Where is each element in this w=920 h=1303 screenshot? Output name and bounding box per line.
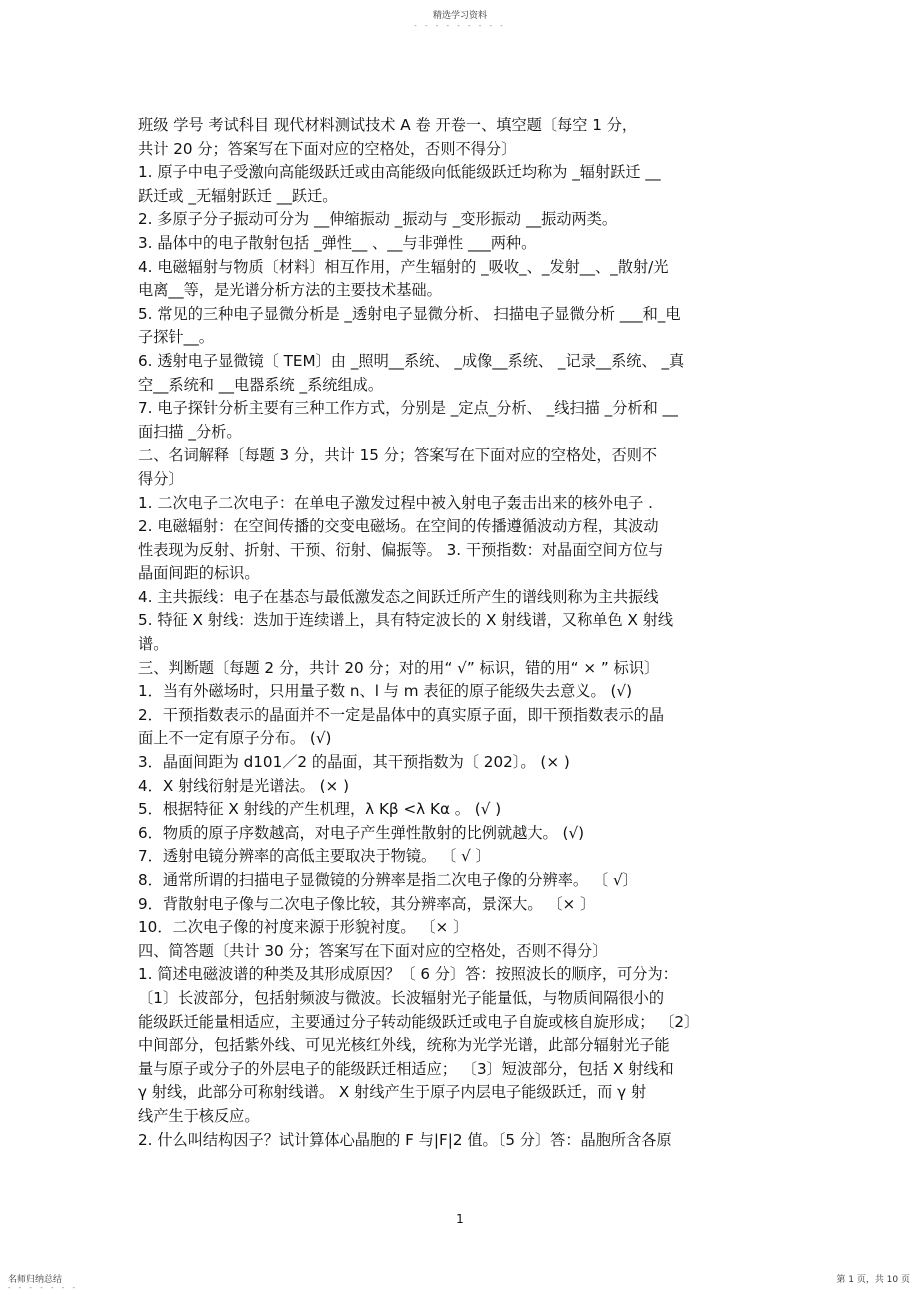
text-line: 线产生于核反应。 <box>138 1106 260 1125</box>
text-line: 得分〕 <box>138 469 184 488</box>
text-line: 2．干预指数表示的晶面并不一定是晶体中的真实原子面，即干预指数表示的晶 <box>138 705 665 724</box>
text-line: 4. 主共振线：电子在基态与最低激发态之间跃迁所产生的谱线则称为主共振线 <box>138 587 659 606</box>
text-line: 班级 学号 考试科目 现代材料测试技术 A 卷 开卷一、填空题〔每空 1 分， <box>138 116 638 134</box>
text-line: 晶面间距的标识。 <box>138 564 260 583</box>
text-line: 四、简答题〔共计 30 分；答案写在下面对应的空格处，否则不得分〕 <box>138 941 608 960</box>
text-line: 三、判断题〔每题 2 分，共计 20 分；对的用“ √” 标识，错的用“ × ” 标识〕 <box>138 658 660 677</box>
text-line: 4. 电磁辐射与物质〔材料〕相互作用，产生辐射的 _吸收_、_发射__、_散射/光 <box>138 257 669 276</box>
text-line: 8．通常所谓的扫描电子显微镜的分辨率是指二次电子像的分辨率。 〔 √〕 <box>138 871 638 889</box>
text-line: 量与原子或分子的外层电子的能级跃迁相适应； 〔3〕短波部分，包括 X 射线和 <box>138 1059 674 1078</box>
text-line: 面上不一定有原子分布。 (√) <box>138 729 332 748</box>
text-line: 谱。 <box>138 635 169 654</box>
document-body <box>138 114 786 1152</box>
footer-page-count: 第 1 页，共 10 页 <box>836 1275 910 1285</box>
text-line: 中间部分，包括紫外线、可见光核红外线，统称为光学光谱，此部分辐射光子能 <box>138 1036 670 1055</box>
text-line: 3. 晶体中的电子散射包括 _弹性__ 、__与非弹性 ___两种。 <box>138 233 537 252</box>
text-line: 〔1〕长波部分，包括射频波与微波。长波辐射光子能量低，与物质间隔很小的 <box>138 988 665 1007</box>
text-line: 6. 透射电子显微镜〔 TEM〕由 _照明__系统、 _成像__系统、 _记录__系统、 _真 <box>138 351 685 370</box>
text-line: 面扫描 _分析。 <box>138 422 242 441</box>
text-line: 1. 简述电磁波谱的种类及其形成原因？〔 6 分〕答：按照波长的顺序，可分为： <box>138 965 678 984</box>
text-line: 7．透射电镜分辨率的高低主要取决于物镜。 〔 √ 〕 <box>138 847 491 866</box>
text-line: γ 射线，此部分可称射线谱。 X 射线产生于原子内层电子能级跃迁，而 γ 射 <box>138 1083 647 1102</box>
text-line: 9．背散射电子像与二次电子像比较，其分辨率高，景深大。 〔× 〕 <box>138 894 596 913</box>
text-line: 跃迁或 _无辐射跃迁 __跃迁。 <box>138 186 338 205</box>
text-line: 10．二次电子像的衬度来源于形貌衬度。 〔× 〕 <box>138 918 469 937</box>
text-line: 4．X 射线衍射是光谱法。 (× ) <box>138 776 350 795</box>
text-line: 共计 20 分；答案写在下面对应的空格处，否则不得分〕 <box>138 139 517 158</box>
footer-label: 名师归纳总结 <box>8 1275 63 1285</box>
text-line: 电离__等，是光谱分析方法的主要技术基础。 <box>138 281 442 300</box>
text-line: 5．根据特征 X 射线的产生机理，λ Kβ <λ Kα 。 (√ ) <box>138 800 502 819</box>
text-line: 5. 常见的三种电子显微分析是 _透射电子显微分析、 扫描电子显微分析 ___和_电 <box>138 304 681 323</box>
text-line: 2. 电磁辐射：在空间传播的交变电磁场。在空间的传播遵循波动方程，其波动 <box>138 517 659 536</box>
text-line: 1. 二次电子二次电子：在单电子激发过程中被入射电子轰击出来的核外电子 . <box>138 493 653 512</box>
page-header-title: 精选学习资料 <box>432 11 487 21</box>
text-line: 空__系统和 __电器系统 _系统组成。 <box>138 375 384 394</box>
text-line: 3．晶面间距为 d101／2 的晶面，其干预指数为〔 202〕。 (× ) <box>138 753 570 772</box>
text-line: 1．当有外磁场时，只用量子数 n、l 与 m 表征的原子能级失去意义。 (√) <box>138 682 633 701</box>
text-line: 2. 什么叫结构因子？试计算体心晶胞的 F 与|F|2 值。〔5 分〕答：晶胞所含各原 <box>138 1130 672 1149</box>
text-line: 2. 多原子分子振动可分为 __伸缩振动 _振动与 _变形振动 __振动两类。 <box>138 210 618 229</box>
text-line: 二、名词解释〔每题 3 分，共计 15 分；答案写在下面对应的空格处，否则不 <box>138 446 658 465</box>
text-line: 能级跃迁能量相适应，主要通过分子转动能级跃迁或电子自旋或核自旋形成； 〔2〕 <box>138 1012 700 1031</box>
footer-dots: - - - - - - - <box>8 1284 79 1292</box>
text-line: 1. 原子中电子受激向高能级跃迁或由高能级向低能级跃迁均称为 _辐射跃迁 __ <box>138 163 661 182</box>
page-header-dots: - - - - - - - - - <box>414 22 506 30</box>
text-line: 7. 电子探针分析主要有三种工作方式，分别是 _定点_分析、 _线扫描 _分析和 __ <box>138 399 678 418</box>
page-number: 1 <box>456 1212 464 1226</box>
text-line: 性表现为反射、折射、干预、衍射、偏振等。 3. 干预指数：对晶面空间方位与 <box>138 540 664 559</box>
text-line: 5. 特征 X 射线：迭加于连续谱上，具有特定波长的 X 射线谱，又称单色 X 射线 <box>138 611 674 630</box>
text-line: 6．物质的原子序数越高，对电子产生弹性散射的比例就越大。 (√) <box>138 823 585 842</box>
text-line: 子探针__。 <box>138 328 214 347</box>
